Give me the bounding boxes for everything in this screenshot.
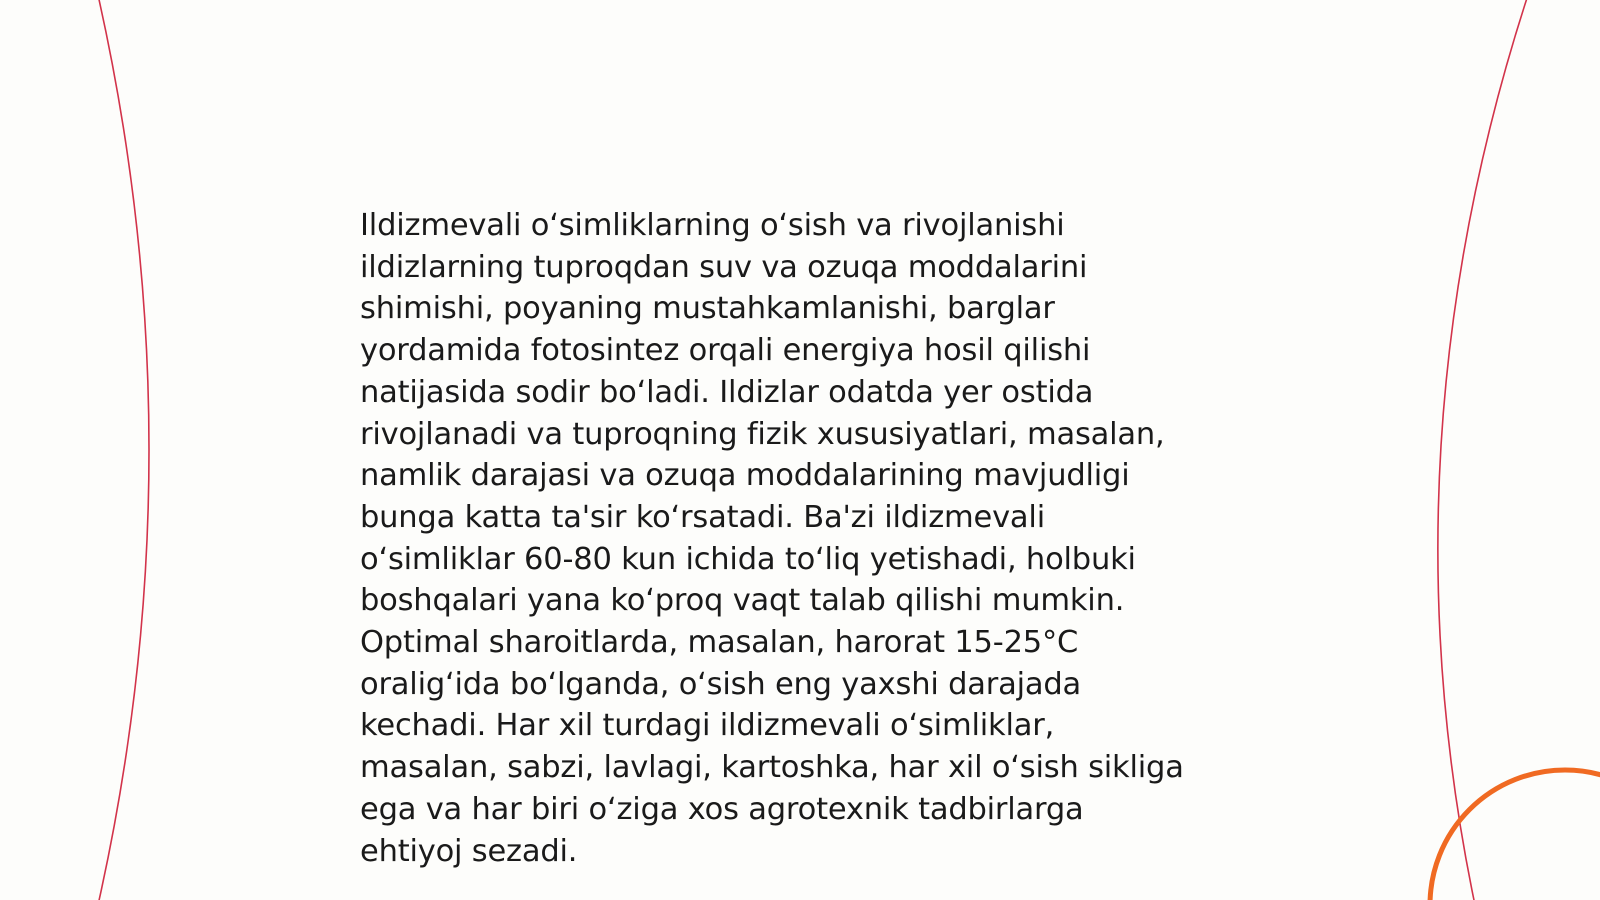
text-line: rivojlanadi va tuproqning fizik xususiyatlari, masalan, [360, 416, 1165, 452]
text-line: natijasida sodir bo‘ladi. Ildizlar odatda yer ostida [360, 374, 1094, 410]
text-line: shimishi, poyaning mustahkamlanishi, barglar [360, 291, 1055, 327]
left-curve-line [98, 0, 149, 900]
text-line: oralig‘ida bo‘lganda, o‘sish eng yaxshi darajada [360, 666, 1081, 702]
text-line: Optimal sharoitlarda, masalan, harorat 15-25°C [360, 625, 1079, 661]
text-line: ehtiyoj sezadi. [360, 833, 578, 869]
text-line: ildizlarning tuproqdan suv va ozuqa moddalarini [360, 249, 1088, 285]
accent-arc [1430, 770, 1600, 900]
text-line: kechadi. Har xil turdagi ildizmevali o‘simliklar, [360, 708, 1055, 744]
text-line: namlik darajasi va ozuqa moddalarining mavjudligi [360, 458, 1130, 494]
right-curve-line [1438, 0, 1528, 900]
body-paragraph [360, 205, 1240, 872]
text-line: masalan, sabzi, lavlagi, kartoshka, har xil o‘sish sikliga [360, 750, 1184, 786]
text-line: o‘simliklar 60-80 kun ichida to‘liq yetishadi, holbuki [360, 541, 1136, 577]
text-line: ega va har biri o‘ziga xos agrotexnik tadbirlarga [360, 791, 1084, 827]
text-line: boshqalari yana ko‘proq vaqt talab qilishi mumkin. [360, 583, 1125, 619]
text-line: bunga katta ta'sir ko‘rsatadi. Ba'zi ildizmevali [360, 499, 1045, 535]
text-line: Ildizmevali o‘simliklarning o‘sish va rivojlanishi [360, 208, 1065, 243]
text-line: yordamida fotosintez orqali energiya hosil qilishi [360, 333, 1091, 369]
